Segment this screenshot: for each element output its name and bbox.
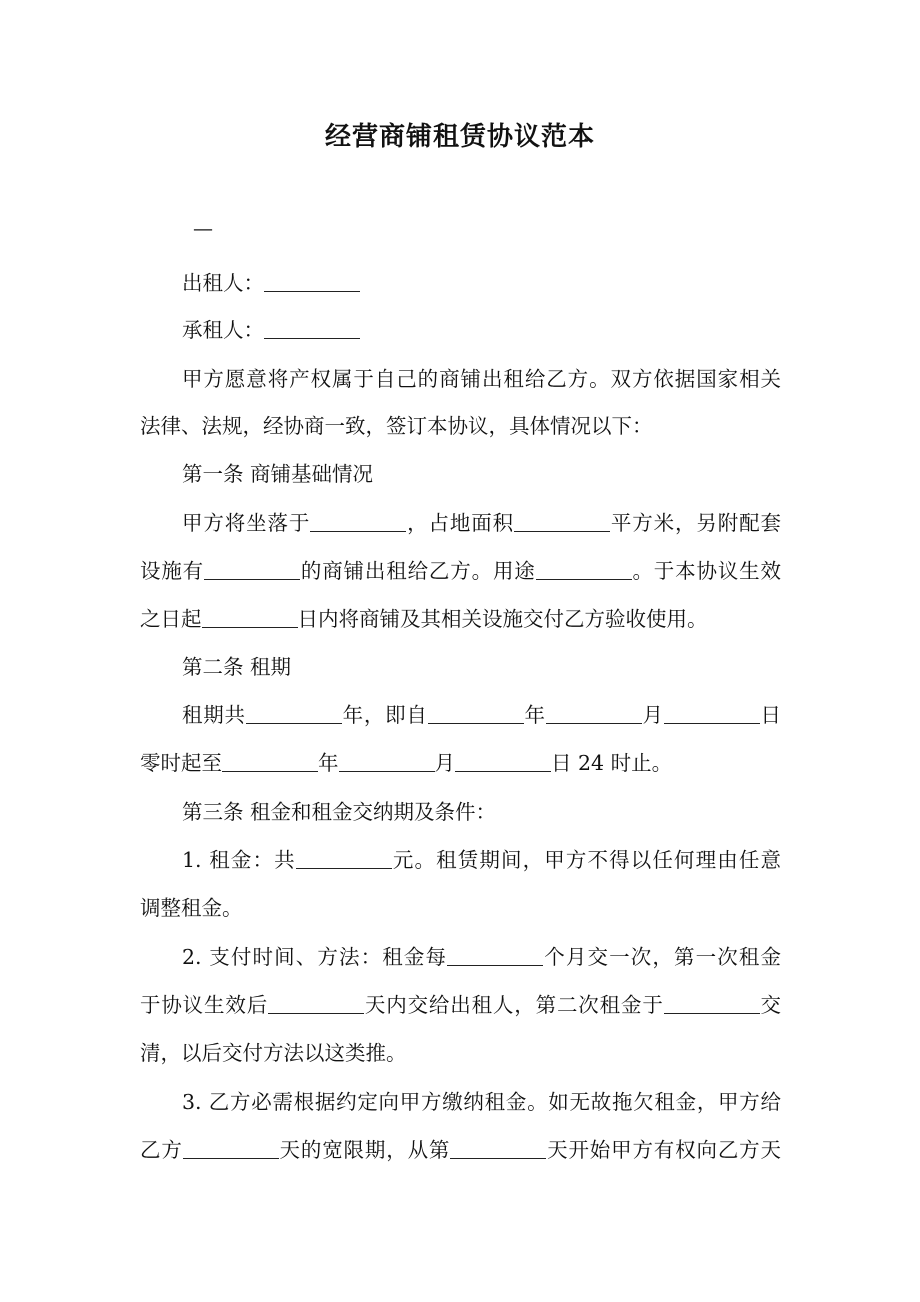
lessee-label: 承租人： [182, 318, 264, 342]
lease-years-blank[interactable] [246, 703, 342, 724]
article-3-heading: 第三条 租金和租金交纳期及条件： [182, 800, 497, 824]
text-segment: 日 24 时止。 [551, 751, 673, 775]
article-1-line-2 [140, 556, 781, 586]
lessor-blank[interactable] [264, 271, 360, 292]
text-segment: 月 [641, 703, 664, 727]
text-segment: 年，即自 [341, 703, 428, 727]
article-2-heading: 第二条 租期 [182, 655, 292, 679]
article-3-item-1-line-1 [182, 845, 781, 875]
text-segment: 交 [759, 993, 782, 1017]
text-segment: 天的宽限期，从第 [278, 1138, 451, 1162]
start-year-blank[interactable] [428, 703, 524, 724]
text-segment: 月 [434, 751, 455, 775]
text-segment: 日内将商铺及其相关设施交付乙方验收使用。 [297, 607, 708, 631]
area-blank[interactable] [514, 511, 610, 532]
text-segment: 零时起至 [140, 751, 222, 775]
article-3-item-1-line-2: 调整租金。 [140, 896, 243, 920]
payment-interval-blank[interactable] [447, 945, 543, 966]
end-day-blank[interactable] [455, 751, 551, 772]
text-segment: 。于本协议生效 [631, 559, 782, 583]
first-payment-days-blank[interactable] [268, 993, 364, 1014]
article-2-line-2 [140, 748, 790, 778]
delivery-days-blank[interactable] [202, 607, 298, 628]
text-segment: 日 [759, 703, 782, 727]
lessee-line [182, 315, 832, 345]
text-segment: 年 [318, 751, 339, 775]
text-segment: 之日起 [140, 607, 202, 631]
article-2-line-1 [182, 700, 781, 730]
text-segment: ，占地面积 [406, 511, 514, 535]
section-dash: — [193, 216, 213, 240]
text-segment: 个月交一次，第一次租金 [543, 945, 782, 969]
start-day-blank[interactable] [664, 703, 760, 724]
text-segment: 天内交给出租人，第二次租金于 [364, 993, 664, 1017]
facilities-blank[interactable] [204, 559, 300, 580]
article-3-item-2-line-1 [182, 942, 781, 972]
text-segment: 设施有 [140, 559, 205, 583]
purpose-blank[interactable] [536, 559, 632, 580]
lessee-blank[interactable] [264, 318, 360, 339]
penalty-start-day-blank[interactable] [450, 1138, 546, 1159]
text-segment: 的商铺出租给乙方。用途 [300, 559, 536, 583]
lessor-label: 出租人： [182, 271, 264, 295]
text-segment: 天开始甲方有权向乙方天 [546, 1138, 782, 1162]
text-segment: 1. 租金：共 [182, 848, 296, 872]
location-blank[interactable] [310, 511, 406, 532]
start-month-blank[interactable] [546, 703, 642, 724]
text-segment: 租期共 [182, 703, 246, 727]
article-1-heading: 第一条 商铺基础情况 [182, 462, 374, 486]
article-1-line-1 [182, 508, 781, 538]
text-segment: 平方米，另附配套 [610, 511, 781, 535]
rent-amount-blank[interactable] [296, 848, 392, 869]
article-1-line-3 [140, 604, 790, 634]
text-segment: 甲方将坐落于 [182, 511, 311, 535]
grace-days-blank[interactable] [183, 1138, 279, 1159]
article-3-item-2-line-3: 清，以后交付方法以这类推。 [140, 1041, 407, 1065]
end-month-blank[interactable] [339, 751, 435, 772]
intro-line-2: 法律、法规，经协商一致，签订本协议，具体情况以下： [140, 414, 653, 438]
article-3-item-3-line-1: 3. 乙方必需根据约定向甲方缴纳租金。如无故拖欠租金，甲方给 [182, 1090, 781, 1114]
text-segment: 元。租赁期间，甲方不得以任何理由任意 [391, 848, 782, 872]
text-segment: 乙方 [140, 1138, 183, 1162]
text-segment: 2. 支付时间、方法：租金每 [182, 945, 448, 969]
text-segment: 年 [523, 703, 546, 727]
intro-line-1: 甲方愿意将产权属于自己的商铺出租给乙方。双方依据国家相关 [182, 367, 781, 391]
end-year-blank[interactable] [222, 751, 318, 772]
lessor-line [182, 268, 832, 298]
document-title: 经营商铺租赁协议范本 [324, 122, 595, 152]
text-segment: 于协议生效后 [140, 993, 269, 1017]
article-3-item-2-line-2 [140, 990, 781, 1020]
article-3-item-3-line-2 [140, 1135, 781, 1165]
second-payment-date-blank[interactable] [664, 993, 760, 1014]
